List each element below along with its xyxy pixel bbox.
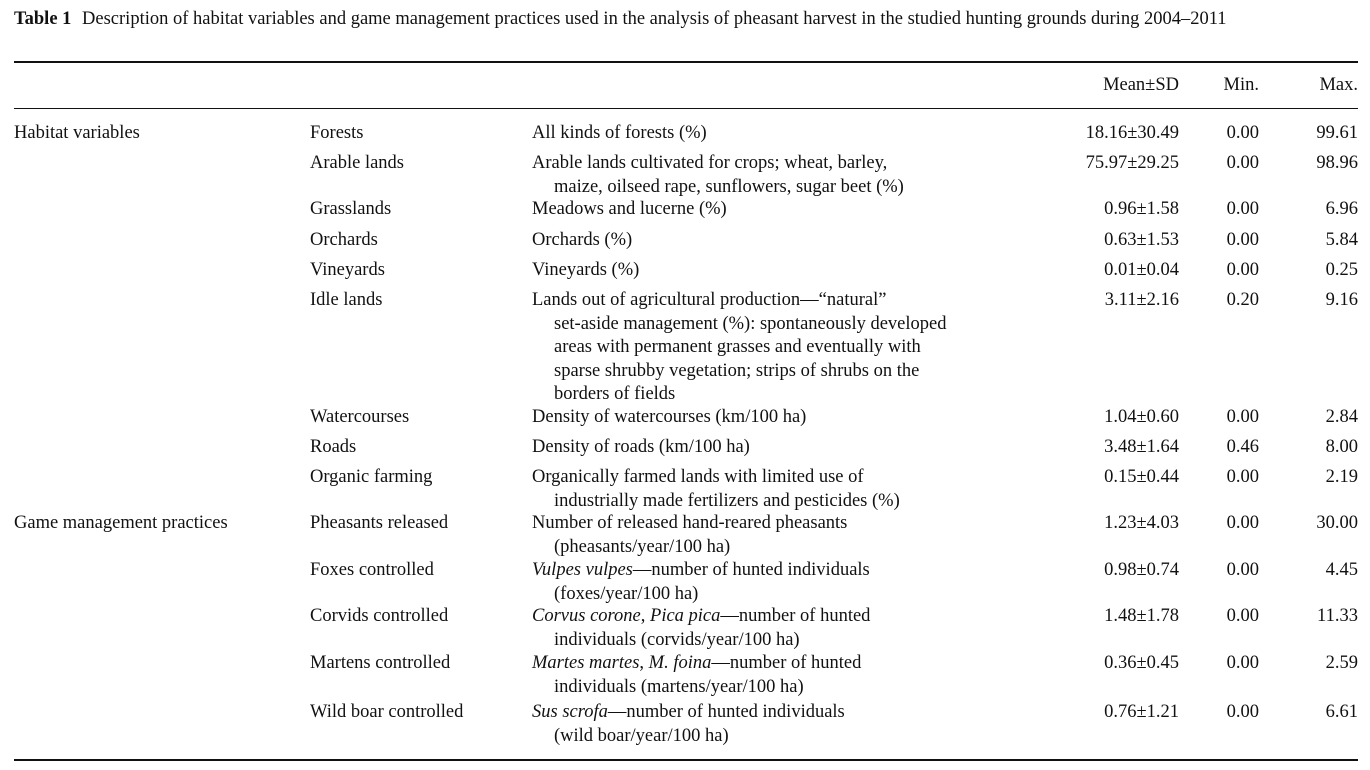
- group-label-management: Game management practices: [14, 513, 228, 533]
- mean-sd: 1.04±0.60: [1104, 407, 1179, 427]
- variable-description: Sus scrofa—number of hunted individuals (wild boar/year/100 ha): [532, 702, 845, 746]
- min-value: 0.00: [1226, 153, 1259, 173]
- mean-sd: 0.36±0.45: [1104, 653, 1179, 673]
- variable-name: Arable lands: [310, 153, 405, 173]
- mean-sd: 3.11±2.16: [1104, 290, 1179, 310]
- max-value: 6.96: [1325, 199, 1358, 219]
- max-value: 5.84: [1325, 230, 1358, 250]
- mean-sd: 0.98±0.74: [1104, 560, 1179, 580]
- bottom-rule: [14, 759, 1358, 761]
- variable-name: Wild boar controlled: [310, 702, 464, 722]
- min-value: 0.00: [1226, 653, 1259, 673]
- species-name: Corvus corone: [532, 606, 641, 626]
- max-value: 9.16: [1325, 290, 1358, 310]
- min-value: 0.20: [1226, 290, 1259, 310]
- mean-sd: 0.15±0.44: [1104, 467, 1179, 487]
- species-name: Pica pica: [650, 606, 721, 626]
- max-value: 98.96: [1316, 153, 1358, 173]
- max-value: 6.61: [1325, 702, 1358, 722]
- variable-name: Forests: [310, 123, 364, 143]
- variable-name: Pheasants released: [310, 513, 449, 533]
- mean-sd: 1.48±1.78: [1104, 606, 1179, 626]
- species-name: Vulpes vulpes: [532, 560, 633, 580]
- min-value: 0.00: [1226, 702, 1259, 722]
- variable-name: Martens controlled: [310, 653, 451, 673]
- variable-name: Grasslands: [310, 199, 392, 219]
- variable-description: Density of roads (km/100 ha): [532, 437, 750, 457]
- header-min: Min.: [1223, 75, 1259, 95]
- variable-name: Roads: [310, 437, 357, 457]
- mean-sd: 1.23±4.03: [1104, 513, 1179, 533]
- group-label-habitat: Habitat variables: [14, 123, 140, 143]
- table-caption: [14, 8, 1359, 30]
- variable-description: Number of released hand-reared pheasants (pheasants/year/100 ha): [532, 513, 848, 557]
- species-name: Sus scrofa: [532, 702, 608, 722]
- mean-sd: 75.97±29.25: [1085, 153, 1179, 173]
- max-value: 8.00: [1325, 437, 1358, 457]
- min-value: 0.00: [1226, 230, 1259, 250]
- max-value: 4.45: [1325, 560, 1358, 580]
- max-value: 0.25: [1325, 260, 1358, 280]
- min-value: 0.00: [1226, 467, 1259, 487]
- mean-sd: 0.63±1.53: [1104, 230, 1179, 250]
- max-value: 11.33: [1317, 606, 1358, 626]
- table-label: Table 1: [14, 9, 72, 29]
- top-rule: [14, 61, 1358, 63]
- variable-description: Meadows and lucerne (%): [532, 199, 727, 219]
- min-value: 0.00: [1226, 560, 1259, 580]
- mean-sd: 3.48±1.64: [1104, 437, 1179, 457]
- variable-name: Organic farming: [310, 467, 433, 487]
- variable-name: Foxes controlled: [310, 560, 434, 580]
- species-name: M. foina: [648, 653, 712, 673]
- min-value: 0.00: [1226, 199, 1259, 219]
- variable-description: Vineyards (%): [532, 260, 640, 280]
- variable-description: Density of watercourses (km/100 ha): [532, 407, 807, 427]
- variable-name: Watercourses: [310, 407, 410, 427]
- variable-description: Organically farmed lands with limited use of industrially made fertilizers and pesticides (%): [532, 467, 900, 511]
- min-value: 0.00: [1226, 123, 1259, 143]
- variable-description: Lands out of agricultural production—“natural” set-aside management (%): spontaneously developed areas with permanent grasses and eventually with sparse shrubby vegetation; strips of shrubs on the borders of fields: [532, 290, 947, 404]
- variable-name: Vineyards: [310, 260, 385, 280]
- variable-description: Arable lands cultivated for crops; wheat, barley, maize, oilseed rape, sunflowers, sugar beet (%): [532, 153, 904, 197]
- variable-description: All kinds of forests (%): [532, 123, 707, 143]
- min-value: 0.00: [1226, 260, 1259, 280]
- max-value: 30.00: [1316, 513, 1358, 533]
- variable-name: Orchards: [310, 230, 378, 250]
- max-value: 2.19: [1325, 467, 1358, 487]
- variable-description: Vulpes vulpes—number of hunted individuals (foxes/year/100 ha): [532, 560, 870, 604]
- variable-description: Martes martes, M. foina—number of hunted individuals (martens/year/100 ha): [532, 653, 862, 697]
- variable-name: Idle lands: [310, 290, 383, 310]
- variable-name: Corvids controlled: [310, 606, 449, 626]
- mean-sd: 18.16±30.49: [1085, 123, 1179, 143]
- variable-description: Corvus corone, Pica pica—number of hunted individuals (corvids/year/100 ha): [532, 606, 871, 650]
- header-mean: Mean±SD: [1103, 75, 1179, 95]
- mean-sd: 0.96±1.58: [1104, 199, 1179, 219]
- min-value: 0.46: [1226, 437, 1259, 457]
- mean-sd: 0.76±1.21: [1104, 702, 1179, 722]
- max-value: 2.59: [1325, 653, 1358, 673]
- mean-sd: 0.01±0.04: [1104, 260, 1179, 280]
- max-value: 99.61: [1316, 123, 1358, 143]
- min-value: 0.00: [1226, 513, 1259, 533]
- header-rule: [14, 108, 1358, 109]
- min-value: 0.00: [1226, 606, 1259, 626]
- table-caption-text: Description of habitat variables and game management practices used in the analysis of pheasant harvest in the studied hunting grounds during 2004–2011: [82, 9, 1227, 29]
- min-value: 0.00: [1226, 407, 1259, 427]
- species-name: Martes martes: [532, 653, 640, 673]
- header-max: Max.: [1319, 75, 1358, 95]
- variable-description: Orchards (%): [532, 230, 633, 250]
- max-value: 2.84: [1325, 407, 1358, 427]
